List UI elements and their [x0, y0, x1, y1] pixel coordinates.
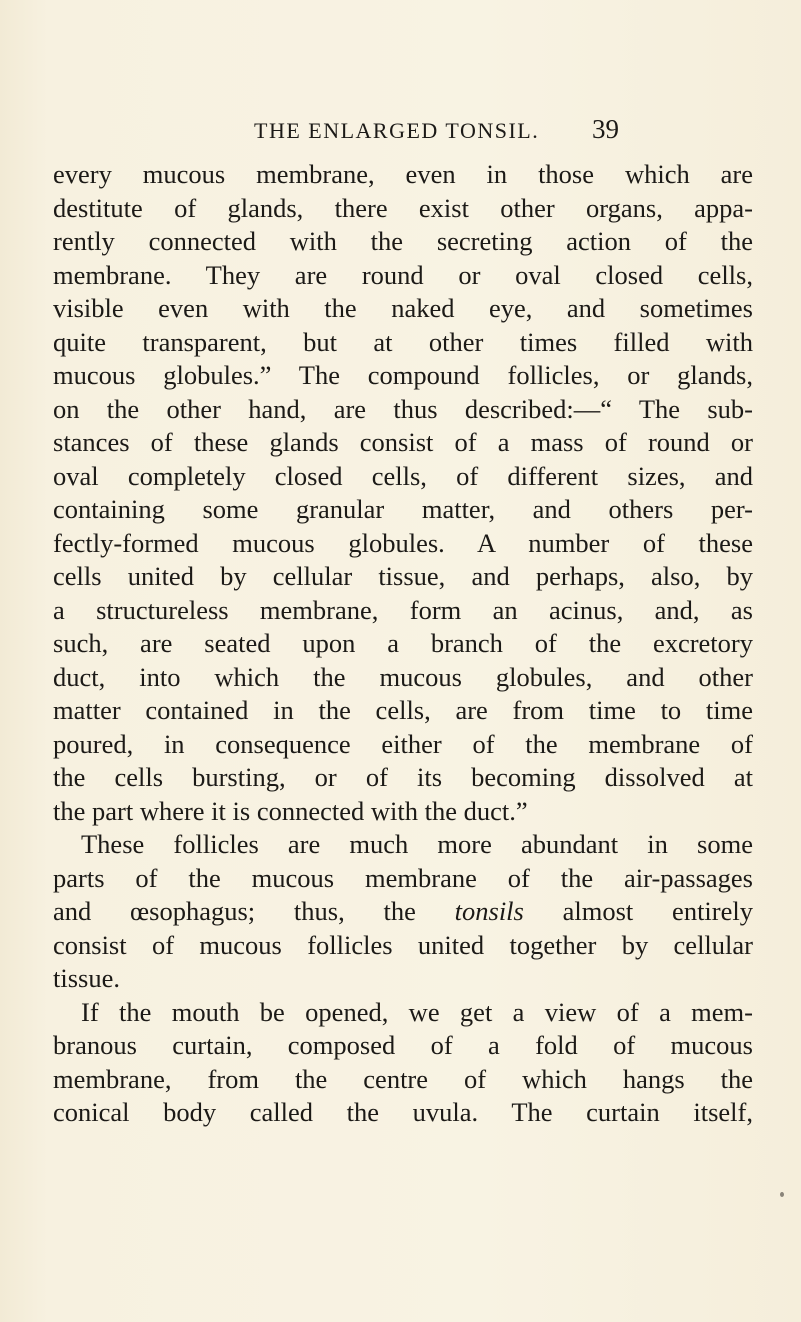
- text-line: containing some granular matter, and others per-: [53, 494, 753, 524]
- running-title: THE ENLARGED TONSIL.: [254, 118, 540, 143]
- paragraph-end-line: the part where it is connected with the duct.”: [53, 795, 528, 826]
- text-line: such, are seated upon a branch of the excretory: [53, 628, 753, 658]
- text-line: matter contained in the cells, are from time to time: [53, 695, 753, 725]
- text-line: every mucous membrane, even in those which are: [53, 159, 753, 189]
- paper-speck: [780, 1192, 784, 1197]
- text-line: destitute of glands, there exist other organs, appa-: [53, 192, 753, 223]
- text-line: oval completely closed cells, of different sizes, and: [53, 460, 753, 491]
- text-line: membrane, from the centre of which hangs the: [53, 1063, 753, 1094]
- text-run: almost entirely: [523, 896, 753, 926]
- text-line: quite transparent, but at other times filled with: [53, 326, 753, 357]
- text-run: and œsophagus; thus, the: [53, 896, 455, 926]
- text-line: stances of these glands consist of a mass of round or: [53, 427, 753, 457]
- text-line: a structureless membrane, form an acinus, and, as: [53, 594, 753, 625]
- paragraph-start-line: These follicles are much more abundant in some: [81, 829, 753, 859]
- text-line: consist of mucous follicles united together by cellular: [53, 929, 753, 960]
- italic-term: tonsils: [454, 896, 524, 926]
- page-number: 39: [592, 114, 619, 144]
- text-line: rently connected with the secreting action of the: [53, 226, 753, 256]
- page-header: [0, 114, 801, 148]
- text-line: the cells bursting, or of its becoming dissolved at: [53, 762, 753, 792]
- text-line: visible even with the naked eye, and sometimes: [53, 293, 753, 323]
- text-line: branous curtain, composed of a fold of mucous: [53, 1030, 753, 1060]
- body-text: [53, 158, 753, 1130]
- text-line: parts of the mucous membrane of the air-passages: [53, 862, 753, 893]
- text-line: mucous globules.” The compound follicles, or glands,: [53, 360, 753, 390]
- text-line: poured, in consequence either of the membrane of: [53, 728, 753, 759]
- paragraph-start-line: If the mouth be opened, we get a view of a mem-: [81, 996, 753, 1027]
- text-line: on the other hand, are thus described:—“ The sub-: [53, 393, 753, 424]
- text-line: membrane. They are round or oval closed cells,: [53, 259, 753, 290]
- text-line: conical body called the uvula. The curtain itself,: [53, 1097, 753, 1127]
- paragraph-end-line: tissue.: [53, 963, 120, 993]
- text-line: cells united by cellular tissue, and perhaps, also, by: [53, 561, 753, 591]
- text-line: duct, into which the mucous globules, and other: [53, 661, 753, 692]
- text-line-with-italic: [53, 895, 753, 929]
- text-line: fectly-formed mucous globules. A number of these: [53, 527, 753, 558]
